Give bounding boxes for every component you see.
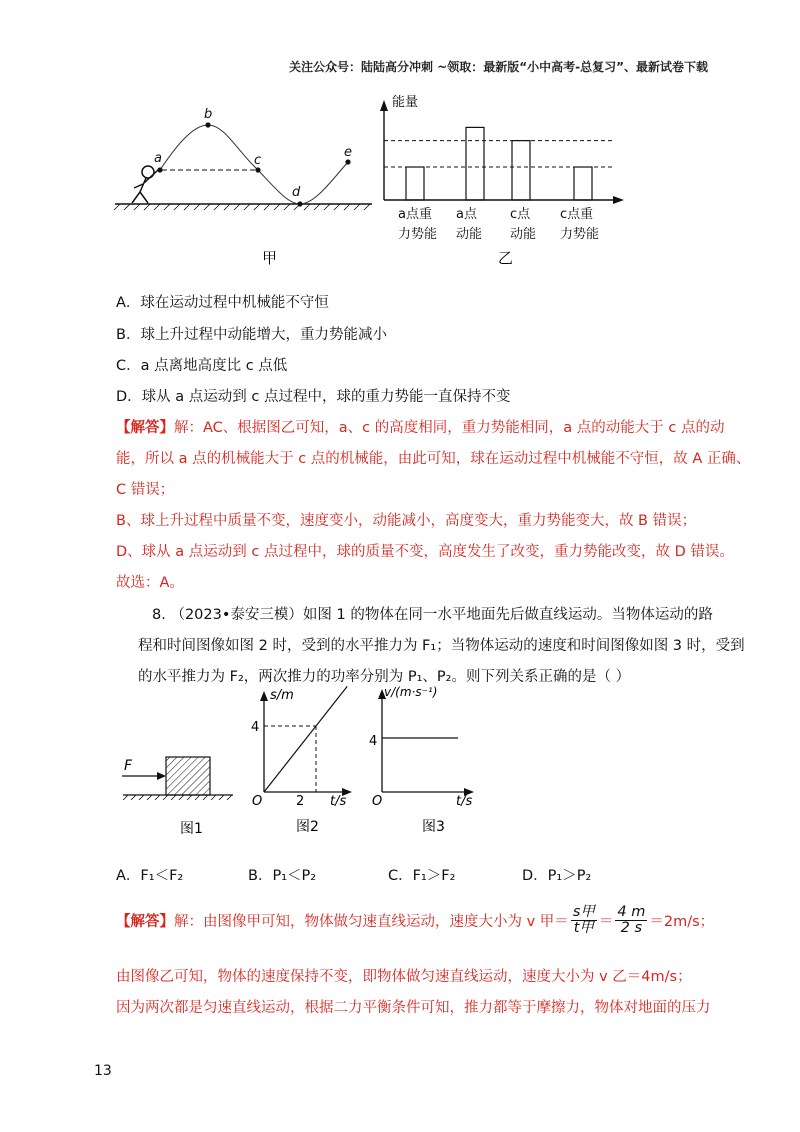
q8-option-d: D．P₁＞P₂ <box>522 868 592 884</box>
page-number: 13 <box>94 1063 112 1079</box>
q8-option-c: C．F₁＞F₂ <box>388 868 456 884</box>
origin-label: O <box>252 794 263 809</box>
figure-yi <box>376 92 626 272</box>
x-tick-2: 2 <box>296 794 305 809</box>
y-tick-4: 4 <box>369 734 378 749</box>
q8-figure-3 <box>366 685 486 840</box>
q7-answer-line-6: 故选：A。 <box>116 575 184 591</box>
energy-bar-4 <box>574 167 592 200</box>
q7-option-c: C．a 点离地高度比 c 点低 <box>116 358 288 374</box>
point-b-label: b <box>204 107 213 122</box>
bar-label-4a: c点重 <box>560 207 594 222</box>
energy-bar-2 <box>466 127 484 200</box>
t-axis-label: t/s <box>456 794 473 809</box>
q8-stem-line-3: 的水平推力为 F₂，两次推力的功率分别为 P₁、P₂。则下列关系正确的是（ ） <box>138 669 631 685</box>
q8-answer-line-2: 由图像乙可知，物体的速度保持不变，即物体做匀速直线运动，速度大小为 v 乙＝4m/s； <box>116 969 692 985</box>
figure-3-caption: 图3 <box>422 819 445 835</box>
q8-option-a: A．F₁＜F₂ <box>116 868 184 884</box>
point-d-label: d <box>292 185 301 200</box>
t-axis-label: t/s <box>330 794 347 809</box>
q7-answer-line-2: 能，所以 a 点的机械能大于 c 点的机械能，由此可知，球在运动过程中机械能不守恒，故 A 正确、 <box>116 451 751 467</box>
q8-figure-1 <box>118 745 238 840</box>
q7-option-b: B．球上升过程中动能增大，重力势能减小 <box>116 327 387 343</box>
q8-answer-line-3: 因为两次都是匀速直线运动，根据二力平衡条件可知，推力都等于摩擦力，物体对地面的压力 <box>116 1000 711 1016</box>
page-header: 关注公众号：陆陆高分冲刺 ~领取：最新版“小中高考-总复习”、最新试卷下载 <box>289 60 708 74</box>
point-e-label: e <box>344 145 352 160</box>
thrower-figure <box>132 166 158 203</box>
figure-2-caption: 图2 <box>296 819 319 835</box>
answer-tag: 【解答】 <box>116 420 174 436</box>
velocity-fraction-numeric: $\frac{4 m}{2 s}$ <box>617 904 646 937</box>
answer-tag: 【解答】 <box>116 914 174 931</box>
point-c-label: c <box>254 153 262 168</box>
q8-stem-line-1: 8. （2023•泰安三模）如图 1 的物体在同一水平地面先后做直线运动。当物体运动的路 <box>152 607 713 623</box>
q8-figure-2 <box>248 685 360 840</box>
q8-stem-line-2: 程和时间图像如图 2 时，受到的水平推力为 F₁；当物体运动的速度和时间图像如图 3 时，受到 <box>138 638 745 654</box>
q7-option-d: D．球从 a 点运动到 c 点过程中，球的重力势能一直保持不变 <box>116 389 511 405</box>
figure-yi-caption: 乙 <box>498 249 514 267</box>
q7-answer-line-5: D、球从 a 点运动到 c 点过程中，球的质量不变，高度发生了改变，重力势能改变，故 D 错误。 <box>116 544 734 560</box>
energy-axis-label: 能量 <box>392 95 419 110</box>
q7-answer-line-4: B、球上升过程中质量不变，速度变小，动能减小，高度变大，重力势能变大，故 B 错误； <box>116 513 697 529</box>
y-tick-4: 4 <box>251 720 260 735</box>
energy-bar-3 <box>512 141 530 200</box>
bar-label-2b: 动能 <box>456 227 483 242</box>
energy-bar-1 <box>406 167 424 200</box>
force-label: F <box>124 758 133 774</box>
q8-option-b: B．P₁＜P₂ <box>248 868 317 884</box>
q8-answer-line-1: 【解答】 解：由图像甲可知，物体做匀速直线运动，速度大小为 v 甲＝ $\frac{\text{s甲}}{\text{t甲}}$ ＝ $\frac{4 m}{2 s}$ ＝2m/s； <box>116 904 715 937</box>
bar-label-1a: a点重 <box>398 207 432 222</box>
s-axis-label: s/m <box>270 688 294 703</box>
q7-answer-line-1: 【解答】解：AC、根据图乙可知，a、c 的高度相同，重力势能相同，a 点的动能大于 c 点的动 <box>116 420 725 436</box>
bar-label-1b: 力势能 <box>398 227 438 242</box>
q7-option-a: A．球在运动过程中机械能不守恒 <box>116 295 329 311</box>
bar-label-4b: 力势能 <box>560 227 600 242</box>
velocity-fraction-symbolic: $\frac{\text{s甲}}{\text{t甲}}$ <box>572 904 595 937</box>
figure-jia-caption: 甲 <box>262 249 278 267</box>
q7-answer-line-3: C 错误； <box>116 482 175 498</box>
point-a-label: a <box>154 151 162 166</box>
figure-jia <box>110 100 380 270</box>
v-axis-label: v/(m·s⁻¹) <box>384 685 438 699</box>
origin-label: O <box>372 794 383 809</box>
figure-1-caption: 图1 <box>180 821 203 837</box>
bar-label-2a: a点 <box>456 207 477 222</box>
bar-label-3b: 动能 <box>510 227 537 242</box>
bar-label-3a: c点 <box>510 207 531 222</box>
